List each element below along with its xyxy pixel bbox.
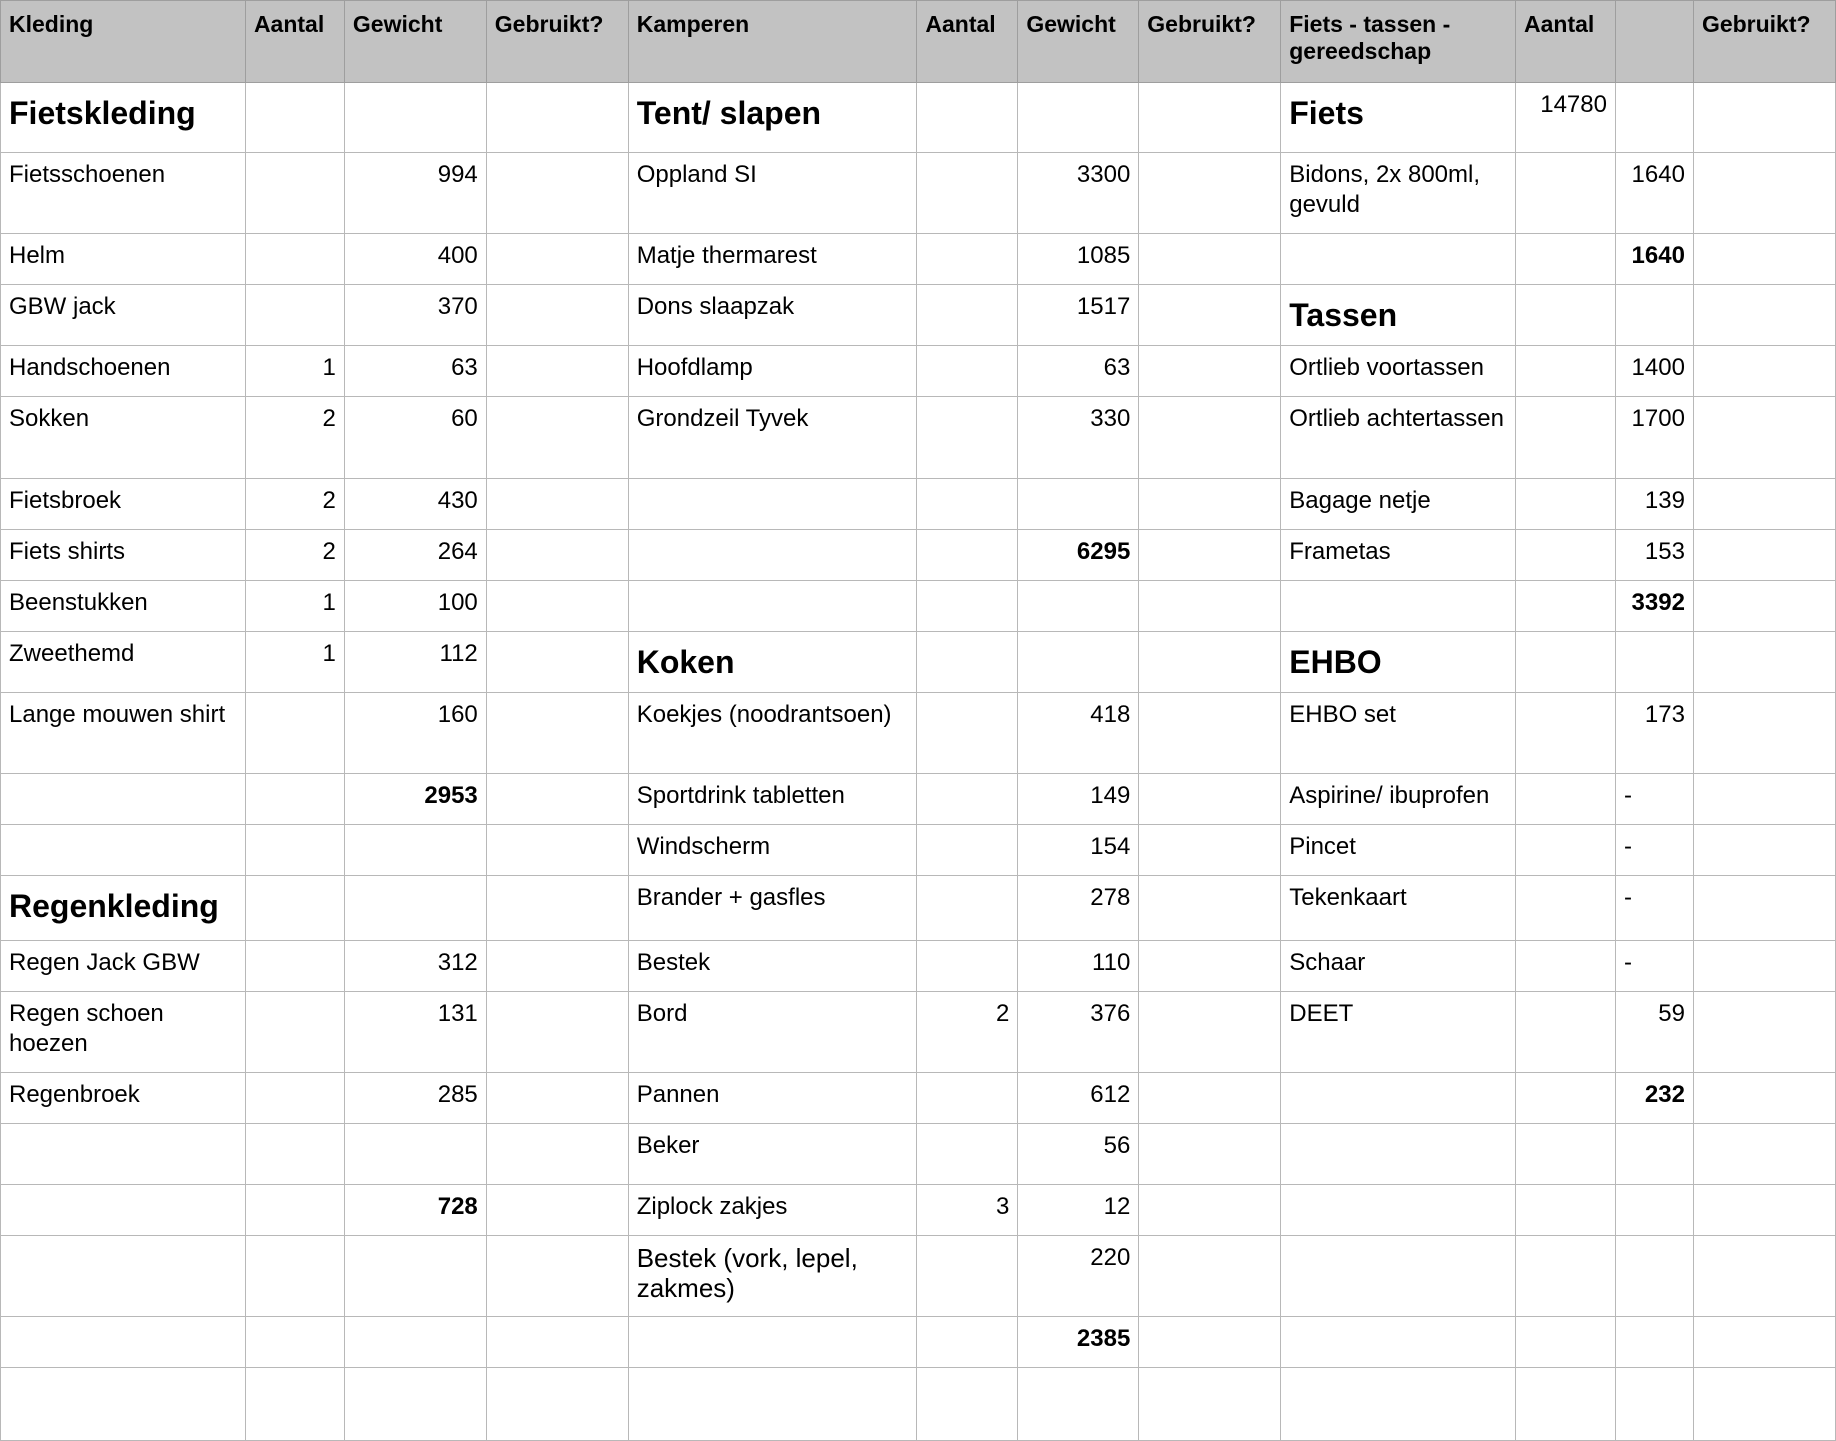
cell-fiets-aantal[interactable] <box>1516 581 1616 632</box>
cell-kleding-gewicht[interactable]: 2953 <box>344 774 486 825</box>
cell-fiets-item[interactable] <box>1281 1317 1516 1368</box>
cell-fiets-gewicht[interactable] <box>1615 1317 1693 1368</box>
cell-kleding-item[interactable]: Regen Jack GBW <box>1 941 246 992</box>
column-header-kleding-item[interactable]: Kleding <box>1 1 246 83</box>
cell-fiets-item[interactable] <box>1281 234 1516 285</box>
cell-kamperen-item[interactable]: Dons slaapzak <box>628 285 917 346</box>
cell-fiets-gebruikt[interactable] <box>1693 992 1835 1073</box>
cell-kamperen-gebruikt[interactable] <box>1139 876 1281 941</box>
cell-fiets-gebruikt[interactable] <box>1693 1124 1835 1185</box>
cell-kleding-item[interactable] <box>1 1368 246 1441</box>
cell-kleding-gewicht[interactable] <box>344 825 486 876</box>
cell-kleding-gebruikt[interactable] <box>486 530 628 581</box>
cell-kamperen-item[interactable]: Koken <box>628 632 917 693</box>
cell-kleding-gewicht[interactable]: 285 <box>344 1073 486 1124</box>
cell-kamperen-gewicht[interactable]: 376 <box>1018 992 1139 1073</box>
cell-kamperen-item[interactable]: Tent/ slapen <box>628 83 917 153</box>
cell-kamperen-gebruikt[interactable] <box>1139 479 1281 530</box>
cell-kleding-gewicht[interactable] <box>344 1124 486 1185</box>
table-row <box>1 346 1836 397</box>
cell-fiets-gewicht[interactable] <box>1615 1368 1693 1441</box>
cell-kamperen-item[interactable]: Bestek <box>628 941 917 992</box>
cell-kamperen-aantal[interactable] <box>917 83 1018 153</box>
cell-kleding-gebruikt[interactable] <box>486 1185 628 1236</box>
cell-fiets-aantal[interactable] <box>1516 1317 1616 1368</box>
cell-kleding-item[interactable]: GBW jack <box>1 285 246 346</box>
cell-kamperen-aantal[interactable] <box>917 153 1018 234</box>
cell-kamperen-item[interactable]: Beker <box>628 1124 917 1185</box>
cell-fiets-aantal[interactable] <box>1516 992 1616 1073</box>
cell-kleding-gebruikt[interactable] <box>486 1073 628 1124</box>
cell-kleding-gebruikt[interactable] <box>486 1236 628 1317</box>
cell-fiets-gebruikt[interactable] <box>1693 285 1835 346</box>
column-header-kleding-gewicht[interactable]: Gewicht <box>344 1 486 83</box>
cell-kamperen-gewicht[interactable] <box>1018 479 1139 530</box>
cell-kamperen-aantal[interactable] <box>917 941 1018 992</box>
cell-kamperen-gebruikt[interactable] <box>1139 581 1281 632</box>
cell-kamperen-aantal[interactable]: 3 <box>917 1185 1018 1236</box>
cell-kleding-gewicht[interactable]: 112 <box>344 632 486 693</box>
cell-fiets-item[interactable] <box>1281 1368 1516 1441</box>
cell-fiets-gewicht[interactable] <box>1615 83 1693 153</box>
cell-kamperen-item[interactable] <box>628 479 917 530</box>
table-row <box>1 397 1836 479</box>
column-header-fiets-gebruikt[interactable]: Gebruikt? <box>1693 1 1835 83</box>
table-row <box>1 285 1836 346</box>
cell-kamperen-item[interactable]: Bord <box>628 992 917 1073</box>
table-row <box>1 1236 1836 1317</box>
column-header-fiets-item[interactable]: Fiets - tassen - gereedschap <box>1281 1 1516 83</box>
cell-fiets-gewicht[interactable]: - <box>1615 876 1693 941</box>
cell-kamperen-gewicht[interactable]: 63 <box>1018 346 1139 397</box>
cell-fiets-item[interactable] <box>1281 1185 1516 1236</box>
cell-kamperen-gewicht[interactable]: 1085 <box>1018 234 1139 285</box>
table-row <box>1 530 1836 581</box>
cell-kamperen-gebruikt[interactable] <box>1139 285 1281 346</box>
cell-kamperen-gebruikt[interactable] <box>1139 693 1281 774</box>
cell-fiets-aantal[interactable] <box>1516 632 1616 693</box>
cell-fiets-gebruikt[interactable] <box>1693 1236 1835 1317</box>
cell-kamperen-gebruikt[interactable] <box>1139 1124 1281 1185</box>
cell-fiets-aantal[interactable] <box>1516 1073 1616 1124</box>
cell-kamperen-gebruikt[interactable] <box>1139 1236 1281 1317</box>
cell-fiets-gebruikt[interactable] <box>1693 479 1835 530</box>
cell-kleding-gebruikt[interactable] <box>486 693 628 774</box>
cell-fiets-aantal[interactable] <box>1516 774 1616 825</box>
cell-kamperen-gewicht[interactable]: 220 <box>1018 1236 1139 1317</box>
column-header-fiets-gewicht[interactable] <box>1615 1 1693 83</box>
column-header-kamperen-aantal[interactable]: Aantal <box>917 1 1018 83</box>
cell-kamperen-aantal[interactable]: 2 <box>917 992 1018 1073</box>
cell-kleding-gewicht[interactable]: 131 <box>344 992 486 1073</box>
cell-kamperen-gebruikt[interactable] <box>1139 234 1281 285</box>
cell-fiets-aantal[interactable] <box>1516 153 1616 234</box>
cell-kleding-gewicht[interactable]: 370 <box>344 285 486 346</box>
cell-kamperen-aantal[interactable] <box>917 346 1018 397</box>
cell-kleding-gebruikt[interactable] <box>486 397 628 479</box>
cell-kamperen-aantal[interactable] <box>917 774 1018 825</box>
cell-kamperen-gebruikt[interactable] <box>1139 1185 1281 1236</box>
cell-kamperen-gebruikt[interactable] <box>1139 992 1281 1073</box>
table-row <box>1 83 1836 153</box>
cell-fiets-item[interactable]: Tassen <box>1281 285 1516 346</box>
cell-kleding-aantal[interactable] <box>245 1236 344 1317</box>
cell-fiets-gewicht[interactable]: 232 <box>1615 1073 1693 1124</box>
table-row <box>1 234 1836 285</box>
cell-fiets-gebruikt[interactable] <box>1693 941 1835 992</box>
cell-kleding-gewicht[interactable]: 63 <box>344 346 486 397</box>
cell-fiets-gewicht[interactable]: 173 <box>1615 693 1693 774</box>
cell-kleding-item[interactable] <box>1 1236 246 1317</box>
cell-kleding-gebruikt[interactable] <box>486 876 628 941</box>
cell-kleding-gebruikt[interactable] <box>486 1317 628 1368</box>
cell-kleding-gebruikt[interactable] <box>486 346 628 397</box>
cell-fiets-gebruikt[interactable] <box>1693 346 1835 397</box>
cell-fiets-gebruikt[interactable] <box>1693 153 1835 234</box>
cell-kleding-item[interactable] <box>1 774 246 825</box>
table-row <box>1 774 1836 825</box>
cell-kleding-item[interactable]: Sokken <box>1 397 246 479</box>
cell-kleding-item[interactable]: Handschoenen <box>1 346 246 397</box>
cell-kamperen-aantal[interactable] <box>917 234 1018 285</box>
cell-kleding-item[interactable] <box>1 1317 246 1368</box>
cell-kamperen-aantal[interactable] <box>917 479 1018 530</box>
cell-kamperen-gewicht[interactable] <box>1018 1368 1139 1441</box>
table-row <box>1 1368 1836 1441</box>
cell-kleding-gewicht[interactable]: 60 <box>344 397 486 479</box>
cell-fiets-gewicht[interactable] <box>1615 1185 1693 1236</box>
cell-fiets-aantal[interactable] <box>1516 941 1616 992</box>
cell-kamperen-gewicht[interactable] <box>1018 632 1139 693</box>
cell-kleding-gebruikt[interactable] <box>486 825 628 876</box>
cell-fiets-item[interactable]: Fiets <box>1281 83 1516 153</box>
cell-kleding-gewicht[interactable]: 400 <box>344 234 486 285</box>
table-row <box>1 825 1836 876</box>
cell-fiets-gewicht[interactable]: 1400 <box>1615 346 1693 397</box>
cell-kleding-aantal[interactable] <box>245 234 344 285</box>
cell-kleding-item[interactable]: Regenkleding <box>1 876 246 941</box>
cell-fiets-gebruikt[interactable] <box>1693 876 1835 941</box>
cell-fiets-gewicht[interactable]: 1700 <box>1615 397 1693 479</box>
table-row <box>1 1124 1836 1185</box>
cell-fiets-gebruikt[interactable] <box>1693 1317 1835 1368</box>
cell-kamperen-gewicht[interactable]: 149 <box>1018 774 1139 825</box>
cell-kleding-gebruikt[interactable] <box>486 581 628 632</box>
cell-fiets-gewicht[interactable] <box>1615 285 1693 346</box>
cell-fiets-item[interactable]: Bidons, 2x 800ml, gevuld <box>1281 153 1516 234</box>
cell-kleding-item[interactable]: Beenstukken <box>1 581 246 632</box>
cell-kleding-aantal[interactable] <box>245 825 344 876</box>
cell-kamperen-gewicht[interactable]: 154 <box>1018 825 1139 876</box>
cell-kamperen-gebruikt[interactable] <box>1139 774 1281 825</box>
cell-kamperen-aantal[interactable] <box>917 632 1018 693</box>
cell-kamperen-aantal[interactable] <box>917 1236 1018 1317</box>
cell-kamperen-gebruikt[interactable] <box>1139 346 1281 397</box>
cell-fiets-gebruikt[interactable] <box>1693 774 1835 825</box>
cell-kamperen-item[interactable]: Hoofdlamp <box>628 346 917 397</box>
cell-kleding-item[interactable]: Regen schoen hoezen <box>1 992 246 1073</box>
cell-fiets-aantal[interactable] <box>1516 825 1616 876</box>
cell-kleding-item[interactable]: Fietskleding <box>1 83 246 153</box>
cell-fiets-aantal[interactable] <box>1516 1124 1616 1185</box>
cell-kleding-aantal[interactable]: 2 <box>245 479 344 530</box>
cell-kleding-gewicht[interactable]: 100 <box>344 581 486 632</box>
cell-kamperen-item[interactable] <box>628 1317 917 1368</box>
cell-kleding-gebruikt[interactable] <box>486 1368 628 1441</box>
cell-fiets-gewicht[interactable] <box>1615 1236 1693 1317</box>
cell-kamperen-gewicht[interactable]: 278 <box>1018 876 1139 941</box>
cell-fiets-gebruikt[interactable] <box>1693 632 1835 693</box>
table-row <box>1 1073 1836 1124</box>
cell-kamperen-gebruikt[interactable] <box>1139 83 1281 153</box>
cell-fiets-aantal[interactable] <box>1516 234 1616 285</box>
column-header-kleding-gebruikt[interactable]: Gebruikt? <box>486 1 628 83</box>
cell-kleding-aantal[interactable] <box>245 876 344 941</box>
cell-fiets-item[interactable]: Ortlieb voortassen <box>1281 346 1516 397</box>
column-header-fiets-aantal[interactable]: Aantal <box>1516 1 1616 83</box>
cell-kamperen-item[interactable]: Ziplock zakjes <box>628 1185 917 1236</box>
cell-kamperen-gewicht[interactable] <box>1018 83 1139 153</box>
cell-fiets-aantal[interactable] <box>1516 1236 1616 1317</box>
cell-kamperen-aantal[interactable] <box>917 285 1018 346</box>
cell-fiets-gewicht[interactable]: 1640 <box>1615 234 1693 285</box>
cell-fiets-item[interactable]: EHBO set <box>1281 693 1516 774</box>
cell-fiets-gewicht[interactable]: 153 <box>1615 530 1693 581</box>
cell-fiets-item[interactable]: Ortlieb achtertassen <box>1281 397 1516 479</box>
cell-kleding-gebruikt[interactable] <box>486 941 628 992</box>
cell-kleding-gebruikt[interactable] <box>486 153 628 234</box>
cell-kleding-gebruikt[interactable] <box>486 632 628 693</box>
table-row <box>1 693 1836 774</box>
cell-fiets-item[interactable]: Frametas <box>1281 530 1516 581</box>
cell-kleding-aantal[interactable]: 1 <box>245 632 344 693</box>
cell-kamperen-aantal[interactable] <box>917 581 1018 632</box>
cell-fiets-item[interactable]: EHBO <box>1281 632 1516 693</box>
cell-fiets-gewicht[interactable]: 59 <box>1615 992 1693 1073</box>
cell-kleding-gebruikt[interactable] <box>486 285 628 346</box>
cell-kleding-aantal[interactable] <box>245 1368 344 1441</box>
cell-kamperen-gewicht[interactable]: 2385 <box>1018 1317 1139 1368</box>
cell-kleding-gewicht[interactable]: 430 <box>344 479 486 530</box>
cell-kleding-gewicht[interactable]: 312 <box>344 941 486 992</box>
cell-fiets-aantal[interactable] <box>1516 1185 1616 1236</box>
cell-kleding-item[interactable] <box>1 825 246 876</box>
table-row <box>1 876 1836 941</box>
table-row <box>1 992 1836 1073</box>
header-row <box>1 1 1836 83</box>
cell-kleding-aantal[interactable] <box>245 941 344 992</box>
cell-kamperen-aantal[interactable] <box>917 1124 1018 1185</box>
cell-fiets-item[interactable] <box>1281 581 1516 632</box>
cell-kleding-gebruikt[interactable] <box>486 992 628 1073</box>
cell-kamperen-gewicht[interactable]: 612 <box>1018 1073 1139 1124</box>
cell-kamperen-gewicht[interactable]: 110 <box>1018 941 1139 992</box>
cell-kamperen-gebruikt[interactable] <box>1139 941 1281 992</box>
cell-fiets-aantal[interactable]: 14780 <box>1516 83 1616 153</box>
table-row <box>1 153 1836 234</box>
cell-fiets-gewicht[interactable]: - <box>1615 941 1693 992</box>
cell-kleding-gebruikt[interactable] <box>486 234 628 285</box>
cell-fiets-gebruikt[interactable] <box>1693 83 1835 153</box>
table-row <box>1 479 1836 530</box>
cell-kleding-aantal[interactable]: 2 <box>245 397 344 479</box>
cell-kamperen-gewicht[interactable]: 6295 <box>1018 530 1139 581</box>
cell-kleding-gewicht[interactable]: 160 <box>344 693 486 774</box>
cell-fiets-aantal[interactable] <box>1516 346 1616 397</box>
cell-kleding-aantal[interactable] <box>245 693 344 774</box>
cell-fiets-gebruikt[interactable] <box>1693 530 1835 581</box>
cell-kleding-aantal[interactable]: 1 <box>245 346 344 397</box>
cell-kamperen-gebruikt[interactable] <box>1139 1368 1281 1441</box>
cell-kamperen-gebruikt[interactable] <box>1139 530 1281 581</box>
cell-kleding-gewicht[interactable]: 728 <box>344 1185 486 1236</box>
cell-kamperen-gewicht[interactable]: 1517 <box>1018 285 1139 346</box>
cell-fiets-gewicht[interactable]: - <box>1615 774 1693 825</box>
cell-kleding-gebruikt[interactable] <box>486 774 628 825</box>
cell-kleding-item[interactable] <box>1 1185 246 1236</box>
column-header-kamperen-item[interactable]: Kamperen <box>628 1 917 83</box>
cell-kamperen-item[interactable]: Grondzeil Tyvek <box>628 397 917 479</box>
table-row <box>1 941 1836 992</box>
cell-kleding-gewicht[interactable] <box>344 876 486 941</box>
cell-kamperen-aantal[interactable] <box>917 825 1018 876</box>
cell-fiets-aantal[interactable] <box>1516 285 1616 346</box>
cell-kleding-item[interactable]: Fiets shirts <box>1 530 246 581</box>
cell-fiets-aantal[interactable] <box>1516 693 1616 774</box>
cell-kleding-gebruikt[interactable] <box>486 83 628 153</box>
cell-kamperen-item[interactable] <box>628 530 917 581</box>
cell-kamperen-item[interactable]: Windscherm <box>628 825 917 876</box>
cell-kamperen-item[interactable]: Sportdrink tabletten <box>628 774 917 825</box>
cell-fiets-aantal[interactable] <box>1516 876 1616 941</box>
cell-kleding-gewicht[interactable] <box>344 1236 486 1317</box>
cell-kleding-aantal[interactable] <box>245 774 344 825</box>
cell-fiets-gebruikt[interactable] <box>1693 693 1835 774</box>
cell-kleding-item[interactable]: Regenbroek <box>1 1073 246 1124</box>
cell-kleding-aantal[interactable] <box>245 1317 344 1368</box>
cell-kleding-gewicht[interactable] <box>344 1368 486 1441</box>
cell-kamperen-item[interactable]: Bestek (vork, lepel, zakmes) <box>628 1236 917 1317</box>
cell-fiets-gebruikt[interactable] <box>1693 581 1835 632</box>
cell-kleding-aantal[interactable] <box>245 1185 344 1236</box>
cell-fiets-gebruikt[interactable] <box>1693 1073 1835 1124</box>
cell-kleding-aantal[interactable] <box>245 992 344 1073</box>
cell-kamperen-gebruikt[interactable] <box>1139 1317 1281 1368</box>
cell-fiets-gewicht[interactable]: - <box>1615 825 1693 876</box>
cell-kleding-item[interactable]: Fietsbroek <box>1 479 246 530</box>
cell-kamperen-aantal[interactable] <box>917 1368 1018 1441</box>
cell-fiets-gebruikt[interactable] <box>1693 825 1835 876</box>
cell-fiets-gewicht[interactable]: 3392 <box>1615 581 1693 632</box>
cell-kamperen-gewicht[interactable]: 12 <box>1018 1185 1139 1236</box>
cell-fiets-item[interactable]: Schaar <box>1281 941 1516 992</box>
cell-fiets-item[interactable]: Tekenkaart <box>1281 876 1516 941</box>
cell-kamperen-gewicht[interactable]: 330 <box>1018 397 1139 479</box>
cell-kamperen-gebruikt[interactable] <box>1139 632 1281 693</box>
cell-kamperen-aantal[interactable] <box>917 397 1018 479</box>
cell-kleding-aantal[interactable] <box>245 1073 344 1124</box>
table-row <box>1 1185 1836 1236</box>
cell-kamperen-item[interactable]: Pannen <box>628 1073 917 1124</box>
table-row <box>1 581 1836 632</box>
cell-kamperen-item[interactable]: Oppland SI <box>628 153 917 234</box>
cell-fiets-gewicht[interactable] <box>1615 632 1693 693</box>
cell-kleding-aantal[interactable] <box>245 1124 344 1185</box>
column-header-kamperen-gebruikt[interactable]: Gebruikt? <box>1139 1 1281 83</box>
cell-fiets-item[interactable] <box>1281 1124 1516 1185</box>
cell-fiets-gewicht[interactable]: 1640 <box>1615 153 1693 234</box>
cell-kleding-aantal[interactable] <box>245 83 344 153</box>
cell-kleding-aantal[interactable]: 1 <box>245 581 344 632</box>
cell-kamperen-item[interactable]: Matje thermarest <box>628 234 917 285</box>
cell-kamperen-gebruikt[interactable] <box>1139 153 1281 234</box>
cell-kamperen-aantal[interactable] <box>917 530 1018 581</box>
cell-kamperen-item[interactable] <box>628 1368 917 1441</box>
column-header-kamperen-gewicht[interactable]: Gewicht <box>1018 1 1139 83</box>
table-row <box>1 1317 1836 1368</box>
cell-kleding-gewicht[interactable]: 994 <box>344 153 486 234</box>
cell-fiets-item[interactable] <box>1281 1073 1516 1124</box>
cell-fiets-aantal[interactable] <box>1516 479 1616 530</box>
cell-kleding-gewicht[interactable] <box>344 83 486 153</box>
cell-kamperen-gewicht[interactable]: 418 <box>1018 693 1139 774</box>
cell-kamperen-item[interactable]: Brander + gasfles <box>628 876 917 941</box>
cell-kleding-gewicht[interactable] <box>344 1317 486 1368</box>
cell-kleding-aantal[interactable]: 2 <box>245 530 344 581</box>
cell-kamperen-item[interactable]: Koekjes (noodrantsoen) <box>628 693 917 774</box>
cell-fiets-gebruikt[interactable] <box>1693 1368 1835 1441</box>
cell-fiets-gebruikt[interactable] <box>1693 234 1835 285</box>
cell-fiets-gebruikt[interactable] <box>1693 397 1835 479</box>
cell-kleding-aantal[interactable] <box>245 285 344 346</box>
cell-kleding-gebruikt[interactable] <box>486 479 628 530</box>
cell-kamperen-aantal[interactable] <box>917 1073 1018 1124</box>
cell-kamperen-item[interactable] <box>628 581 917 632</box>
cell-kleding-gebruikt[interactable] <box>486 1124 628 1185</box>
cell-kamperen-gewicht[interactable]: 56 <box>1018 1124 1139 1185</box>
cell-kleding-gewicht[interactable]: 264 <box>344 530 486 581</box>
cell-kleding-item[interactable]: Helm <box>1 234 246 285</box>
cell-fiets-item[interactable]: Pincet <box>1281 825 1516 876</box>
cell-fiets-item[interactable]: Aspirine/ ibuprofen <box>1281 774 1516 825</box>
cell-kleding-item[interactable]: Lange mouwen shirt <box>1 693 246 774</box>
cell-kamperen-gebruikt[interactable] <box>1139 397 1281 479</box>
cell-kamperen-gebruikt[interactable] <box>1139 825 1281 876</box>
cell-fiets-aantal[interactable] <box>1516 397 1616 479</box>
cell-fiets-gebruikt[interactable] <box>1693 1185 1835 1236</box>
cell-kleding-item[interactable]: Fietsschoenen <box>1 153 246 234</box>
cell-fiets-aantal[interactable] <box>1516 1368 1616 1441</box>
cell-kamperen-gebruikt[interactable] <box>1139 1073 1281 1124</box>
cell-fiets-item[interactable] <box>1281 1236 1516 1317</box>
cell-fiets-item[interactable]: DEET <box>1281 992 1516 1073</box>
cell-kleding-item[interactable]: Zweethemd <box>1 632 246 693</box>
cell-fiets-item[interactable]: Bagage netje <box>1281 479 1516 530</box>
cell-kleding-item[interactable] <box>1 1124 246 1185</box>
cell-kamperen-aantal[interactable] <box>917 1317 1018 1368</box>
column-header-kleding-aantal[interactable]: Aantal <box>245 1 344 83</box>
cell-kleding-aantal[interactable] <box>245 153 344 234</box>
cell-fiets-aantal[interactable] <box>1516 530 1616 581</box>
cell-kamperen-gewicht[interactable]: 3300 <box>1018 153 1139 234</box>
table-row <box>1 632 1836 693</box>
cell-kamperen-aantal[interactable] <box>917 876 1018 941</box>
cell-kamperen-aantal[interactable] <box>917 693 1018 774</box>
cell-fiets-gewicht[interactable]: 139 <box>1615 479 1693 530</box>
cell-fiets-gewicht[interactable] <box>1615 1124 1693 1185</box>
cell-kamperen-gewicht[interactable] <box>1018 581 1139 632</box>
